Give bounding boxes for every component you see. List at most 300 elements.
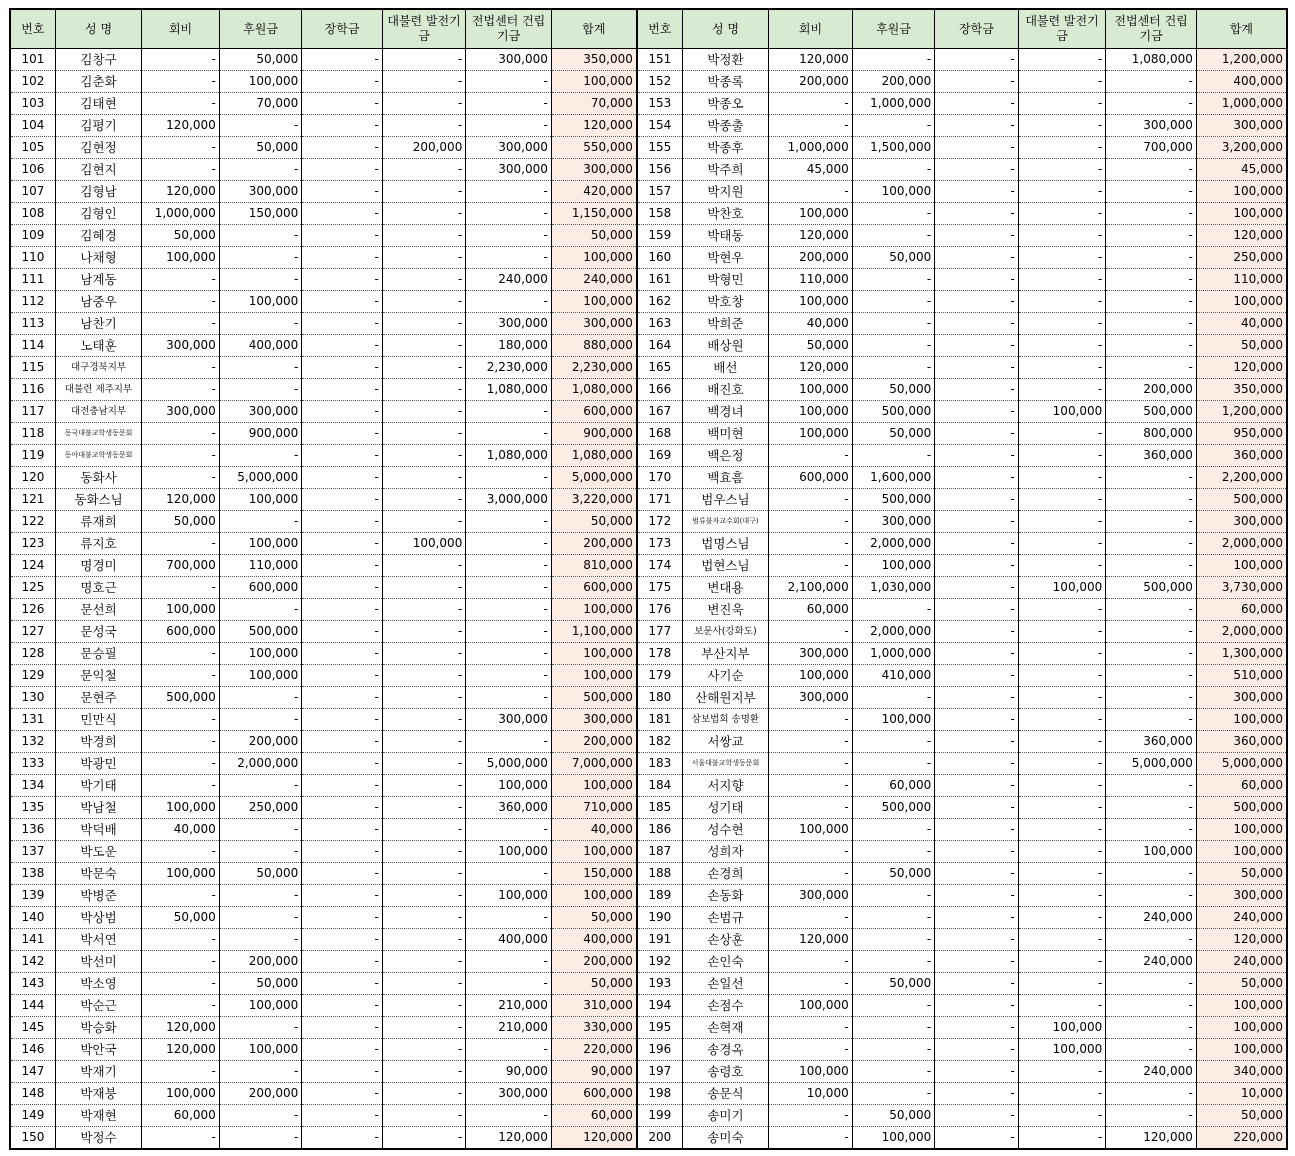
row-number: 173: [637, 533, 682, 555]
total-cell: 10,000: [1196, 1083, 1287, 1105]
row-number: 132: [10, 731, 55, 753]
donor-name: 박찬호: [682, 203, 769, 225]
row-number: 182: [637, 731, 682, 753]
total-cell: 300,000: [551, 159, 637, 181]
amount-cell: -: [142, 775, 219, 797]
amount-cell: -: [935, 885, 1019, 907]
amount-cell: -: [466, 951, 552, 973]
donor-name: 문선희: [55, 599, 142, 621]
amount-cell: -: [142, 995, 219, 1017]
amount-cell: -: [466, 665, 552, 687]
amount-cell: 1,080,000: [466, 379, 552, 401]
amount-cell: -: [1106, 1105, 1197, 1127]
total-cell: 100,000: [1196, 181, 1287, 203]
donor-name: 박종후: [682, 137, 769, 159]
amount-cell: -: [1018, 621, 1106, 643]
amount-cell: 100,000: [1018, 1039, 1106, 1061]
donation-table: [9, 8, 1288, 1150]
column-header: 성 명: [682, 9, 769, 49]
amount-cell: 300,000: [466, 1083, 552, 1105]
amount-cell: -: [1106, 995, 1197, 1017]
amount-cell: -: [769, 555, 853, 577]
amount-cell: 150,000: [219, 203, 302, 225]
amount-cell: -: [382, 907, 466, 929]
amount-cell: -: [219, 929, 302, 951]
amount-cell: 1,500,000: [852, 137, 935, 159]
donor-name: 부산지부: [682, 643, 769, 665]
amount-cell: -: [142, 665, 219, 687]
amount-cell: -: [935, 555, 1019, 577]
total-cell: 100,000: [551, 775, 637, 797]
amount-cell: -: [382, 753, 466, 775]
total-cell: 100,000: [1196, 995, 1287, 1017]
total-cell: 90,000: [551, 1061, 637, 1083]
amount-cell: -: [1018, 995, 1106, 1017]
amount-cell: -: [1018, 797, 1106, 819]
amount-cell: -: [302, 1083, 383, 1105]
table-body: [10, 49, 1287, 1150]
amount-cell: -: [219, 1105, 302, 1127]
amount-cell: -: [142, 841, 219, 863]
amount-cell: -: [852, 1039, 935, 1061]
table-row: [10, 555, 1287, 577]
amount-cell: 500,000: [1106, 401, 1197, 423]
amount-cell: 400,000: [466, 929, 552, 951]
row-number: 183: [637, 753, 682, 775]
amount-cell: -: [302, 423, 383, 445]
amount-cell: -: [935, 1127, 1019, 1150]
amount-cell: 100,000: [219, 995, 302, 1017]
amount-cell: 500,000: [1106, 577, 1197, 599]
amount-cell: 100,000: [769, 423, 853, 445]
amount-cell: 100,000: [769, 995, 853, 1017]
amount-cell: -: [142, 467, 219, 489]
amount-cell: -: [935, 577, 1019, 599]
donor-name: 송령호: [682, 1061, 769, 1083]
donor-name: 박기태: [55, 775, 142, 797]
total-cell: 220,000: [1196, 1127, 1287, 1150]
amount-cell: -: [935, 357, 1019, 379]
amount-cell: -: [466, 467, 552, 489]
amount-cell: -: [935, 291, 1019, 313]
amount-cell: -: [852, 1083, 935, 1105]
amount-cell: -: [466, 423, 552, 445]
total-cell: 100,000: [551, 665, 637, 687]
amount-cell: -: [1018, 159, 1106, 181]
amount-cell: -: [382, 225, 466, 247]
amount-cell: -: [1018, 929, 1106, 951]
amount-cell: -: [1106, 885, 1197, 907]
row-number: 127: [10, 621, 55, 643]
donor-name: 박서연: [55, 929, 142, 951]
amount-cell: -: [852, 687, 935, 709]
row-number: 133: [10, 753, 55, 775]
amount-cell: -: [382, 247, 466, 269]
amount-cell: -: [935, 643, 1019, 665]
amount-cell: -: [302, 159, 383, 181]
amount-cell: -: [466, 115, 552, 137]
donor-name: 남계동: [55, 269, 142, 291]
amount-cell: 100,000: [142, 599, 219, 621]
amount-cell: -: [302, 577, 383, 599]
donor-name: 박경희: [55, 731, 142, 753]
amount-cell: 2,000,000: [852, 621, 935, 643]
total-cell: 45,000: [1196, 159, 1287, 181]
total-cell: 200,000: [551, 731, 637, 753]
amount-cell: 600,000: [769, 467, 853, 489]
amount-cell: -: [382, 445, 466, 467]
amount-cell: 200,000: [769, 71, 853, 93]
amount-cell: -: [302, 687, 383, 709]
amount-cell: -: [1018, 819, 1106, 841]
amount-cell: 200,000: [382, 137, 466, 159]
column-header: 전법센터 건립기금: [466, 9, 552, 49]
row-number: 191: [637, 929, 682, 951]
amount-cell: -: [382, 269, 466, 291]
amount-cell: -: [1018, 1083, 1106, 1105]
amount-cell: -: [935, 225, 1019, 247]
total-cell: 1,200,000: [1196, 49, 1287, 71]
donor-name: 변대용: [682, 577, 769, 599]
amount-cell: 100,000: [769, 379, 853, 401]
amount-cell: 110,000: [769, 269, 853, 291]
amount-cell: 5,000,000: [219, 467, 302, 489]
amount-cell: -: [382, 203, 466, 225]
amount-cell: -: [219, 841, 302, 863]
row-number: 175: [637, 577, 682, 599]
amount-cell: -: [852, 1061, 935, 1083]
amount-cell: -: [219, 819, 302, 841]
total-cell: 340,000: [1196, 1061, 1287, 1083]
total-cell: 240,000: [551, 269, 637, 291]
amount-cell: -: [769, 863, 853, 885]
amount-cell: -: [142, 885, 219, 907]
total-cell: 120,000: [551, 1127, 637, 1150]
amount-cell: 50,000: [219, 137, 302, 159]
donor-name: 손인숙: [682, 951, 769, 973]
amount-cell: -: [1018, 291, 1106, 313]
row-number: 139: [10, 885, 55, 907]
row-number: 152: [637, 71, 682, 93]
amount-cell: -: [1018, 49, 1106, 71]
total-cell: 3,730,000: [1196, 577, 1287, 599]
amount-cell: -: [935, 137, 1019, 159]
donor-name: 배진호: [682, 379, 769, 401]
total-cell: 300,000: [1196, 687, 1287, 709]
column-header: 전법센터 건립기금: [1106, 9, 1197, 49]
donor-name: 박정환: [682, 49, 769, 71]
donor-name: 박종오: [682, 93, 769, 115]
donor-name: 서지향: [682, 775, 769, 797]
amount-cell: 50,000: [219, 49, 302, 71]
amount-cell: -: [142, 753, 219, 775]
amount-cell: -: [1106, 665, 1197, 687]
table-row: [10, 247, 1287, 269]
donor-name: 박재기: [55, 1061, 142, 1083]
row-number: 124: [10, 555, 55, 577]
table-row: [10, 379, 1287, 401]
amount-cell: -: [1106, 71, 1197, 93]
amount-cell: -: [382, 555, 466, 577]
amount-cell: -: [935, 445, 1019, 467]
amount-cell: -: [935, 1017, 1019, 1039]
total-cell: 350,000: [551, 49, 637, 71]
amount-cell: -: [466, 731, 552, 753]
amount-cell: 40,000: [769, 313, 853, 335]
row-number: 146: [10, 1039, 55, 1061]
amount-cell: 50,000: [852, 247, 935, 269]
donor-name: 대불련 제주지부: [55, 379, 142, 401]
amount-cell: -: [1106, 511, 1197, 533]
amount-cell: -: [219, 599, 302, 621]
amount-cell: -: [1018, 973, 1106, 995]
amount-cell: -: [382, 49, 466, 71]
amount-cell: 50,000: [142, 511, 219, 533]
table-row: [10, 929, 1287, 951]
amount-cell: 50,000: [852, 423, 935, 445]
amount-cell: 300,000: [466, 159, 552, 181]
donor-name: 박재붕: [55, 1083, 142, 1105]
amount-cell: -: [302, 599, 383, 621]
amount-cell: 50,000: [142, 907, 219, 929]
amount-cell: -: [382, 159, 466, 181]
amount-cell: -: [852, 203, 935, 225]
total-cell: 50,000: [551, 225, 637, 247]
amount-cell: -: [1106, 357, 1197, 379]
row-number: 117: [10, 401, 55, 423]
table-row: [10, 159, 1287, 181]
amount-cell: -: [1018, 93, 1106, 115]
total-cell: 120,000: [1196, 357, 1287, 379]
total-cell: 50,000: [551, 973, 637, 995]
table-row: [10, 93, 1287, 115]
total-cell: 500,000: [1196, 797, 1287, 819]
amount-cell: -: [302, 247, 383, 269]
amount-cell: -: [382, 599, 466, 621]
amount-cell: -: [142, 533, 219, 555]
amount-cell: -: [1018, 555, 1106, 577]
amount-cell: -: [935, 71, 1019, 93]
row-number: 188: [637, 863, 682, 885]
amount-cell: -: [1106, 797, 1197, 819]
row-number: 144: [10, 995, 55, 1017]
row-number: 185: [637, 797, 682, 819]
row-number: 167: [637, 401, 682, 423]
amount-cell: 90,000: [466, 1061, 552, 1083]
donor-name: 나채형: [55, 247, 142, 269]
amount-cell: 100,000: [382, 533, 466, 555]
amount-cell: -: [852, 445, 935, 467]
amount-cell: 50,000: [142, 225, 219, 247]
amount-cell: -: [852, 951, 935, 973]
table-row: [10, 819, 1287, 841]
amount-cell: 1,000,000: [769, 137, 853, 159]
row-number: 135: [10, 797, 55, 819]
row-number: 115: [10, 357, 55, 379]
total-cell: 240,000: [1196, 907, 1287, 929]
donor-name: 박병준: [55, 885, 142, 907]
donor-name: 송경옥: [682, 1039, 769, 1061]
total-cell: 5,000,000: [551, 467, 637, 489]
amount-cell: -: [852, 907, 935, 929]
table-row: [10, 665, 1287, 687]
row-number: 149: [10, 1105, 55, 1127]
amount-cell: -: [1018, 1061, 1106, 1083]
table-row: [10, 115, 1287, 137]
table-row: [10, 1127, 1287, 1150]
amount-cell: -: [382, 423, 466, 445]
row-number: 110: [10, 247, 55, 269]
amount-cell: 300,000: [219, 401, 302, 423]
donor-name: 삼보법회 송명환: [682, 709, 769, 731]
amount-cell: 100,000: [852, 709, 935, 731]
row-number: 111: [10, 269, 55, 291]
table-row: [10, 1083, 1287, 1105]
total-cell: 1,100,000: [551, 621, 637, 643]
row-number: 192: [637, 951, 682, 973]
amount-cell: -: [219, 511, 302, 533]
total-cell: 100,000: [1196, 819, 1287, 841]
column-header: 대불련 발전기금: [1018, 9, 1106, 49]
amount-cell: -: [382, 929, 466, 951]
amount-cell: 500,000: [852, 489, 935, 511]
amount-cell: -: [1106, 775, 1197, 797]
amount-cell: 50,000: [219, 973, 302, 995]
amount-cell: 100,000: [219, 643, 302, 665]
donor-name: 박승화: [55, 1017, 142, 1039]
row-number: 122: [10, 511, 55, 533]
amount-cell: -: [302, 291, 383, 313]
amount-cell: -: [382, 863, 466, 885]
amount-cell: -: [302, 1017, 383, 1039]
amount-cell: -: [219, 1127, 302, 1150]
row-number: 130: [10, 687, 55, 709]
table-row: [10, 489, 1287, 511]
table-row: [10, 643, 1287, 665]
amount-cell: 120,000: [769, 357, 853, 379]
row-number: 184: [637, 775, 682, 797]
amount-cell: -: [1018, 269, 1106, 291]
amount-cell: -: [935, 93, 1019, 115]
total-cell: 7,000,000: [551, 753, 637, 775]
amount-cell: -: [382, 1083, 466, 1105]
table-row: [10, 445, 1287, 467]
amount-cell: 2,000,000: [852, 533, 935, 555]
total-cell: 510,000: [1196, 665, 1287, 687]
amount-cell: 60,000: [142, 1105, 219, 1127]
amount-cell: -: [302, 401, 383, 423]
amount-cell: -: [466, 401, 552, 423]
donor-name: 박종록: [682, 71, 769, 93]
amount-cell: -: [1106, 599, 1197, 621]
amount-cell: -: [382, 643, 466, 665]
amount-cell: -: [466, 555, 552, 577]
donor-name: 대전충남지부: [55, 401, 142, 423]
column-header: 장학금: [302, 9, 383, 49]
amount-cell: -: [219, 379, 302, 401]
amount-cell: -: [852, 225, 935, 247]
amount-cell: -: [219, 1061, 302, 1083]
row-number: 190: [637, 907, 682, 929]
amount-cell: -: [769, 93, 853, 115]
amount-cell: -: [302, 1061, 383, 1083]
row-number: 109: [10, 225, 55, 247]
row-number: 120: [10, 467, 55, 489]
total-cell: 150,000: [551, 863, 637, 885]
amount-cell: 5,000,000: [466, 753, 552, 775]
amount-cell: 50,000: [852, 1105, 935, 1127]
amount-cell: -: [382, 71, 466, 93]
amount-cell: 300,000: [466, 313, 552, 335]
row-number: 136: [10, 819, 55, 841]
amount-cell: -: [382, 885, 466, 907]
row-number: 104: [10, 115, 55, 137]
amount-cell: 300,000: [466, 49, 552, 71]
table-row: [10, 533, 1287, 555]
row-number: 194: [637, 995, 682, 1017]
amount-cell: -: [382, 577, 466, 599]
amount-cell: -: [935, 1039, 1019, 1061]
total-cell: 100,000: [551, 71, 637, 93]
amount-cell: -: [142, 291, 219, 313]
amount-cell: -: [1106, 291, 1197, 313]
amount-cell: -: [852, 335, 935, 357]
amount-cell: -: [142, 93, 219, 115]
donor-name: 보문사(강화도): [682, 621, 769, 643]
donor-name: 성희자: [682, 841, 769, 863]
amount-cell: 1,600,000: [852, 467, 935, 489]
total-cell: 100,000: [551, 841, 637, 863]
row-number: 169: [637, 445, 682, 467]
amount-cell: -: [935, 49, 1019, 71]
amount-cell: -: [1018, 313, 1106, 335]
table-row: [10, 753, 1287, 775]
amount-cell: -: [382, 973, 466, 995]
amount-cell: 1,080,000: [466, 445, 552, 467]
donor-name: 명경미: [55, 555, 142, 577]
donor-name: 문익철: [55, 665, 142, 687]
amount-cell: -: [466, 577, 552, 599]
amount-cell: 500,000: [219, 621, 302, 643]
amount-cell: -: [769, 445, 853, 467]
total-cell: 600,000: [551, 577, 637, 599]
amount-cell: -: [1106, 819, 1197, 841]
row-number: 131: [10, 709, 55, 731]
table-row: [10, 1039, 1287, 1061]
amount-cell: 300,000: [466, 709, 552, 731]
donor-name: 손점수: [682, 995, 769, 1017]
row-number: 102: [10, 71, 55, 93]
total-cell: 3,220,000: [551, 489, 637, 511]
amount-cell: -: [382, 401, 466, 423]
table-row: [10, 1017, 1287, 1039]
amount-cell: -: [1018, 137, 1106, 159]
amount-cell: 45,000: [769, 159, 853, 181]
row-number: 198: [637, 1083, 682, 1105]
amount-cell: -: [142, 643, 219, 665]
table-row: [10, 357, 1287, 379]
amount-cell: -: [382, 181, 466, 203]
amount-cell: -: [769, 181, 853, 203]
row-number: 128: [10, 643, 55, 665]
amount-cell: -: [382, 115, 466, 137]
amount-cell: -: [302, 885, 383, 907]
amount-cell: -: [382, 1061, 466, 1083]
total-cell: 220,000: [551, 1039, 637, 1061]
donor-name: 박재현: [55, 1105, 142, 1127]
donor-name: 법명스님: [682, 533, 769, 555]
amount-cell: -: [1106, 93, 1197, 115]
